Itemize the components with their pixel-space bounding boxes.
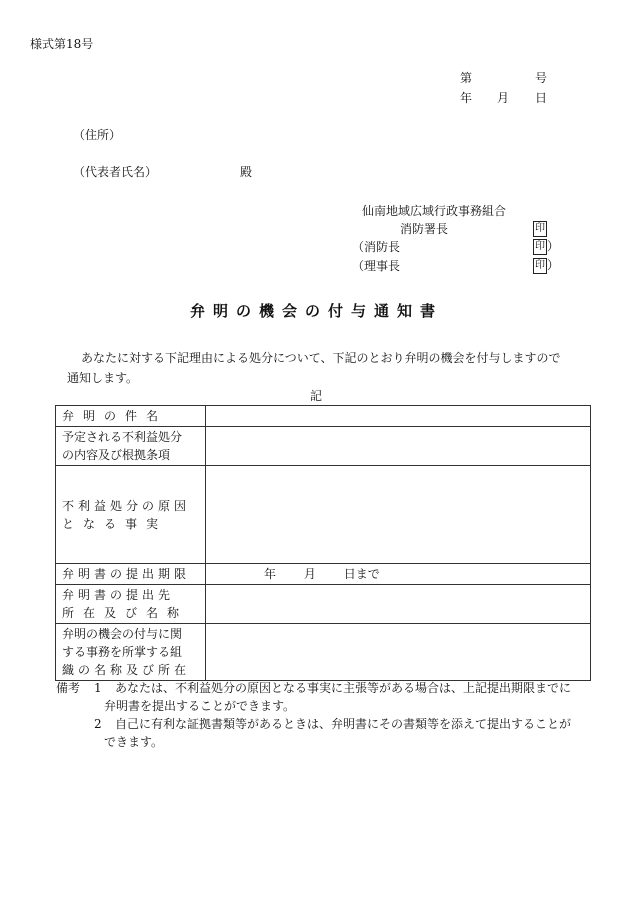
row-label-cause-facts xyxy=(56,466,206,564)
row-label-line: 織の名称及び所在 xyxy=(62,663,191,677)
row-value-subject xyxy=(206,406,591,427)
row-label-submission-address xyxy=(56,585,206,624)
seal-fire-chief xyxy=(533,238,559,255)
recipient-address-label: （住所） xyxy=(73,128,122,142)
note-1-line-2: 弁明書を提出することができます。 xyxy=(104,699,296,713)
note-2-line-2: できます。 xyxy=(104,735,164,749)
seal-mark: 印 xyxy=(533,258,547,274)
row-value-deadline xyxy=(206,564,591,585)
number-go: 号 xyxy=(535,71,548,85)
table-row-planned-disposition xyxy=(56,427,591,466)
row-label-line: 所在及び名称 xyxy=(62,606,189,620)
row-label-line: 弁明書の提出先 xyxy=(62,588,175,602)
document-title: 弁明の機会の付与通知書 xyxy=(190,302,444,320)
form-number: 様式第18号 xyxy=(30,37,94,51)
row-value-cause-facts xyxy=(206,466,591,564)
recipient-rep-name-label: （代表者氏名） xyxy=(73,165,158,179)
seal-mark: 印 xyxy=(533,239,547,255)
ki-label: 記 xyxy=(310,389,323,403)
row-value-planned-disposition xyxy=(206,427,591,466)
recipient-dono: 殿 xyxy=(240,165,253,179)
row-label-deadline: 弁明書の提出期限 xyxy=(56,564,206,585)
note-1-line-1: あなたは、不利益処分の原因となる事実に主張等がある場合は、上記提出期限までに xyxy=(115,681,572,695)
deadline-month: 月 xyxy=(303,567,316,581)
seal-mark: 印 xyxy=(533,221,547,237)
number-dai: 第 xyxy=(460,71,473,85)
row-label-line: する事務を所掌する組 xyxy=(62,645,183,659)
row-value-responsible-org xyxy=(206,624,591,681)
sender-org: 仙南地域広域行政事務組合 xyxy=(362,204,507,218)
row-label-planned-disposition xyxy=(56,427,206,466)
row-label-line: となる事実 xyxy=(62,516,168,531)
intro-line-2: 通知します。 xyxy=(67,371,139,385)
close-paren: ） xyxy=(547,258,560,272)
row-label-line: の内容及び根拠条項 xyxy=(62,448,171,462)
row-value-submission-address xyxy=(206,585,591,624)
deadline-day: 日まで xyxy=(343,567,380,581)
note-2-number: 2 xyxy=(94,717,102,731)
table-row-deadline xyxy=(56,564,591,585)
date-year: 年 xyxy=(460,91,473,105)
date-month: 月 xyxy=(497,91,510,105)
seal-chief xyxy=(533,220,547,237)
close-paren: ） xyxy=(547,239,560,253)
table-row-responsible-org xyxy=(56,624,591,681)
note-1-number: 1 xyxy=(94,681,102,695)
sender-chief: 消防署長 xyxy=(400,222,449,236)
sender-fire-chief: （消防長 xyxy=(352,240,401,254)
intro-line-1: あなたに対する下記理由による処分について、下記のとおり弁明の機会を付与しますので xyxy=(81,351,561,365)
date-day: 日 xyxy=(535,91,548,105)
row-label-line: 弁明の機会の付与に関 xyxy=(62,627,183,641)
notes-label: 備考 xyxy=(56,681,81,695)
note-2-line-1: 自己に有利な証拠書類等があるときは、弁明書にその書類等を添えて提出することが xyxy=(115,717,572,731)
row-label-line: 不利益処分の原因 xyxy=(62,498,191,513)
seal-director xyxy=(533,257,559,274)
table-row-subject xyxy=(56,406,591,427)
row-label-responsible-org xyxy=(56,624,206,681)
table-row-cause-facts xyxy=(56,466,591,564)
notice-table xyxy=(55,405,591,681)
sender-director: （理事長 xyxy=(352,259,401,273)
deadline-year: 年 xyxy=(264,567,277,581)
row-label-line: 予定される不利益処分 xyxy=(62,430,183,444)
table-row-submission-address xyxy=(56,585,591,624)
row-label-subject: 弁明の件名 xyxy=(56,406,206,427)
